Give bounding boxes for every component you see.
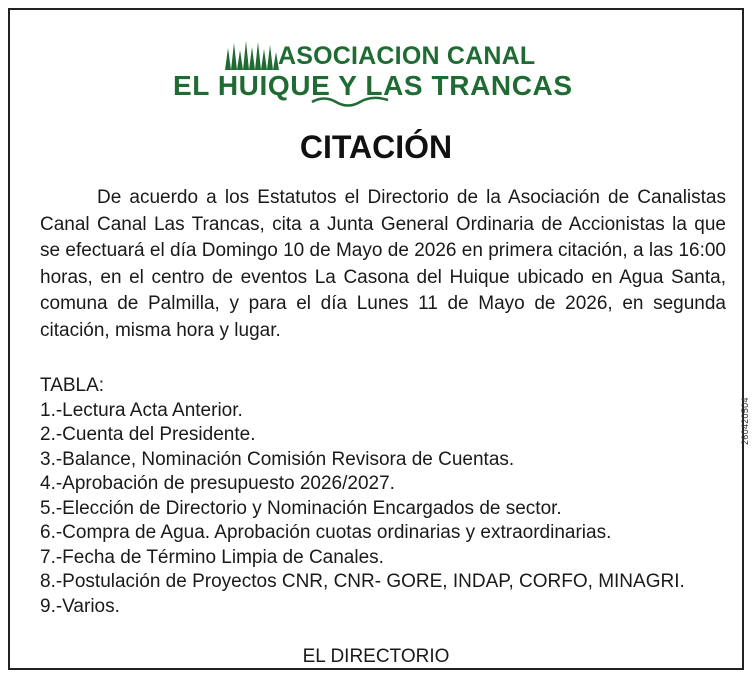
citation-notice [8,8,750,670]
agenda-item: 3.-Balance, Nominación Comisión Revisora de Cuentas. [40,448,515,470]
agenda-item: 5.-Elección de Directorio y Nominación Encargados de sector. [40,497,562,519]
agenda-item: 2.-Cuenta del Presidente. [40,424,256,445]
grass-wave-logo-icon [223,40,281,70]
agenda-item: 6.-Compra de Agua. Aprobación cuotas ordinarias y extraordinarias. [40,522,612,543]
association-logo [10,32,742,102]
agenda-heading: TABLA: [40,375,105,396]
wave-icon [310,94,390,108]
agenda-item: 9.-Varios. [40,595,120,617]
page-title: CITACIÓN [299,129,453,165]
agenda-list [40,399,730,620]
signature: EL DIRECTORIO [302,646,450,667]
notice-body: De acuerdo a los Estatutos el Directorio de la Asociación de Canalistas Canal Canal Las Trancas, cita a Junta General Ordinaria de Accionistas la que se efectuará el día Domingo 10 de Mayo de 2026 en primera citación, a las 16:00 horas, en el centro de eventos La Casona del Huique ubicado en Agua Santa, comuna de Palmilla, y para el día Lunes 11 de Mayo de 2026, en segunda citación, misma hora y lugar. [40,187,726,341]
logo-text-line1: ASOCIACION CANAL [278,42,536,70]
agenda-item: 7.-Fecha de Término Limpia de Canales. [40,546,384,568]
logo-text-line2: EL HUIQUE Y LAS TRANCAS [173,70,573,101]
publication-code: 260420504 [740,397,750,445]
agenda-item: 4.-Aprobación de presupuesto 2026/2027. [40,473,395,494]
agenda-item: 1.-Lectura Acta Anterior. [40,399,243,421]
agenda-item: 8.-Postulación de Proyectos CNR, CNR- GORE, INDAP, CORFO, MINAGRI. [40,571,685,592]
agenda-section [40,374,730,619]
